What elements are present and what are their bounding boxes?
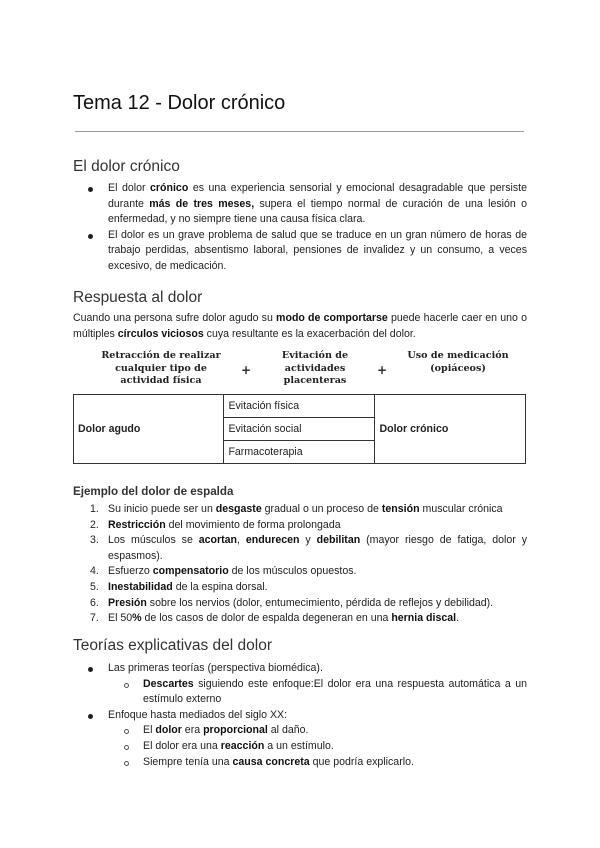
- sub-list-item: El dolor era una reacción a un estímulo.: [122, 739, 527, 755]
- plus-icon: +: [377, 363, 388, 377]
- bold-term: más de tres meses,: [149, 197, 255, 210]
- section-heading-espalda: Ejemplo del dolor de espalda: [73, 485, 234, 498]
- bold-term: crónico: [150, 182, 189, 194]
- list-item: Las primeras teorías (perspectiva biomédica). Descartes siguiendo este enfoque:El dolor era una respuesta automática a un estímulo externo: [87, 661, 527, 708]
- sub-list: [87, 677, 527, 708]
- header-item-medicacion: Uso de medicación (opiáceos): [407, 350, 509, 374]
- bold-term: Descartes: [143, 677, 194, 690]
- list-item: 7. El 50% de los casos de dolor de espalda degeneran en una hernia discal.: [90, 612, 460, 625]
- page-title: Tema 12 - Dolor crónico: [73, 92, 286, 114]
- bold-term: círculos viciosos: [117, 327, 204, 340]
- bold-term: hernia discal: [391, 612, 457, 625]
- cell-farmacoterapia: Farmacoterapia: [224, 441, 375, 464]
- list-item: 6. Presión sobre los nervios (dolor, entumecimiento, pérdida de reflejos y debilidad).: [90, 596, 494, 609]
- section-heading-teorias: Teorías explicativas del dolor: [73, 637, 273, 654]
- section-heading-dolor-cronico: El dolor crónico: [73, 158, 180, 175]
- bold-term: debilitan: [316, 534, 361, 547]
- bold-term: desgaste: [215, 503, 262, 515]
- bold-term: compensatorio: [152, 565, 229, 578]
- bold-term: acortan: [198, 534, 238, 547]
- cell-dolor-cronico: Dolor crónico: [375, 395, 526, 464]
- bold-term: proporcional: [203, 724, 268, 737]
- sub-list-item: Descartes siguiendo este enfoque:El dolor era una respuesta automática a un estímulo externo: [122, 677, 527, 708]
- title-divider: [75, 131, 524, 132]
- list-item: 2. Restricción del movimiento de forma prolongada: [90, 518, 341, 531]
- dolor-cronico-list: [87, 181, 527, 275]
- bold-term: %: [132, 612, 142, 625]
- list-item: 5. Inestabilidad de la espina dorsal.: [90, 580, 268, 593]
- bold-term: modo de comportarse: [276, 312, 388, 324]
- header-item-retraccion: Retracción de realizar cualquier tipo de actividad física: [101, 350, 221, 386]
- vicious-circle-header: [100, 350, 540, 392]
- list-item: Enfoque hasta mediados del siglo XX: El dolor era proporcional al daño. El dolor era una reacción a un estímulo. Siempre tenía una causa concreta que podría explicarlo.: [87, 708, 527, 770]
- cell-dolor-agudo: Dolor agudo: [74, 395, 224, 464]
- list-item: 4. Esfuerzo compensatorio de los músculos opuestos.: [90, 565, 357, 578]
- sub-list-item: El dolor era proporcional al daño.: [122, 723, 527, 739]
- section-heading-respuesta: Respuesta al dolor: [73, 289, 203, 306]
- bold-term: Restricción: [108, 518, 166, 531]
- bold-term: Inestabilidad: [108, 580, 173, 593]
- espalda-list: [87, 502, 527, 627]
- plus-icon: +: [241, 363, 252, 377]
- cell-evitacion-fisica: Evitación física: [224, 395, 375, 418]
- bold-term: endurecen: [245, 534, 300, 547]
- header-item-evitacion: Evitación de actividades placenteras: [281, 350, 349, 386]
- bold-term: causa concreta: [232, 755, 310, 768]
- cell-evitacion-social: Evitación social: [224, 418, 375, 441]
- list-item: El dolor es un grave problema de salud que se traduce en un gran número de horas de trabajo perdidas, absentismo laboral, pensiones de invalidez y un consumo, a veces excesivo, de medicación.: [87, 228, 527, 275]
- list-item: 1. Su inicio puede ser un desgaste gradual o un proceso de tensión muscular crónica: [90, 503, 503, 515]
- teorias-list: [87, 661, 527, 770]
- list-item: El dolor crónico es una experiencia sensorial y emocional desagradable que persiste durante más de tres meses, supera el tiempo normal de curación de una lesión o enfermedad, y no siempre tiene una causa física clara.: [87, 181, 527, 228]
- bold-term: Presión: [108, 596, 147, 609]
- sub-list-item: Siempre tenía una causa concreta que podría explicarlo.: [122, 755, 527, 771]
- bold-term: reacción: [220, 739, 265, 752]
- bold-term: tensión: [381, 503, 420, 515]
- pain-flow-table: [73, 394, 526, 464]
- bold-term: dolor: [155, 724, 182, 737]
- respuesta-intro: Cuando una persona sufre dolor agudo su modo de comportarse puede hacerle caer en uno o múltiples círculos viciosos cuya resultante es la exacerbación del dolor.: [73, 312, 527, 340]
- sub-list: [87, 723, 527, 770]
- list-item: 3. Los músculos se acortan, endurecen y debilitan (mayor riesgo de fatiga, dolor y espasmos).: [90, 534, 527, 562]
